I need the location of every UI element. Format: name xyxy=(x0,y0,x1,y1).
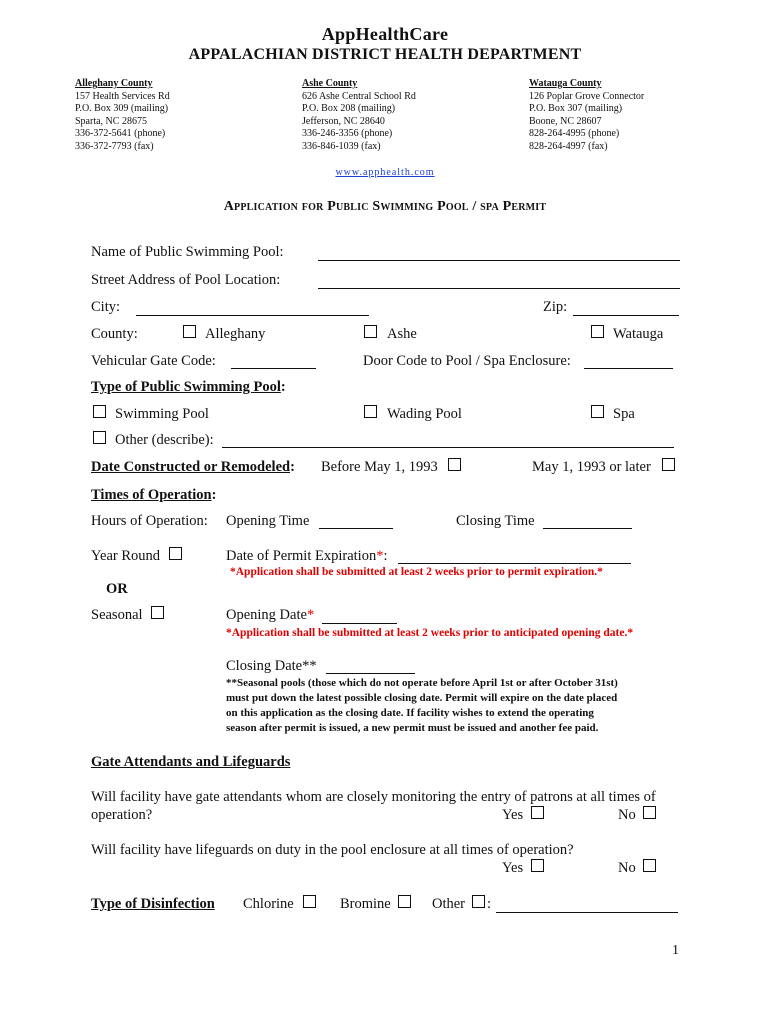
department-name: APPALACHIAN DISTRICT HEALTH DEPARTMENT xyxy=(188,46,582,63)
after-1993-label: May 1, 1993 or later xyxy=(532,459,651,475)
seasonal-note xyxy=(226,676,618,736)
or-label: OR xyxy=(106,581,128,597)
times-heading-text: Times of Operation xyxy=(91,487,212,503)
other-type-field[interactable] xyxy=(222,447,674,448)
bromine-label: Bromine xyxy=(340,896,391,912)
county-watauga-label: Watauga xyxy=(613,326,664,342)
other-disinfection-checkbox[interactable] xyxy=(472,895,485,908)
county-ashe-checkbox[interactable] xyxy=(364,325,377,338)
pool-name-label: Name of Public Swimming Pool: xyxy=(91,244,284,260)
seasonal-checkbox[interactable] xyxy=(151,606,164,619)
form-title: Application for Public Swimming Pool / spa Permit xyxy=(223,199,547,214)
gate-question: Will facility have gate attendants whom are closely monitoring the entry of patrons at all times of xyxy=(91,789,656,805)
seasonal-note-line: on this application as the closing date. If facility wishes to extend the operating xyxy=(226,707,594,719)
office-fax: 336-372-7793 (fax) xyxy=(75,140,154,152)
gate-code-label: Vehicular Gate Code: xyxy=(91,353,216,369)
date-constructed-heading-text: Date Constructed or Remodeled xyxy=(91,459,291,475)
other-disinfection-colon: : xyxy=(487,896,492,912)
office-watauga xyxy=(529,78,644,153)
chlorine-checkbox[interactable] xyxy=(303,895,316,908)
office-alleghany xyxy=(75,78,170,153)
opening-time-label: Opening Time xyxy=(226,513,310,529)
pool-name-field[interactable] xyxy=(318,260,680,261)
lifeguard-yes-checkbox[interactable] xyxy=(531,859,544,872)
hours-label: Hours of Operation: xyxy=(91,513,208,529)
gate-no-label: No xyxy=(618,807,636,823)
street-address-label: Street Address of Pool Location: xyxy=(91,272,281,288)
office-fax: 336-846-1039 (fax) xyxy=(302,140,381,152)
office-city: Sparta, NC 28675 xyxy=(75,115,147,127)
gate-no-checkbox[interactable] xyxy=(643,806,656,819)
before-1993-checkbox[interactable] xyxy=(448,458,461,471)
date-constructed-heading: Date Constructed or Remodeled: xyxy=(91,459,295,475)
office-street: 126 Poplar Grove Connector xyxy=(529,90,645,102)
office-phone: 336-246-3356 (phone) xyxy=(302,128,393,139)
office-mailing: P.O. Box 309 (mailing) xyxy=(75,103,169,114)
office-name: Alleghany County xyxy=(75,78,153,89)
disinfection-heading: Type of Disinfection xyxy=(91,896,215,912)
seasonal-note-line: **Seasonal pools (those which do not operate before April 1st or after October 31st) xyxy=(226,677,618,689)
lifeguard-no-label: No xyxy=(618,860,636,876)
before-1993-label: Before May 1, 1993 xyxy=(321,459,438,475)
other-type-checkbox[interactable] xyxy=(93,431,106,444)
lifeguard-question: Will facility have lifeguards on duty in the pool enclosure at all times of operation? xyxy=(91,842,574,858)
gate-yes-label: Yes xyxy=(502,807,524,823)
website-link[interactable]: www.apphealth.com xyxy=(335,167,435,178)
swimming-pool-label: Swimming Pool xyxy=(115,406,209,422)
spa-label: Spa xyxy=(613,406,635,422)
office-ashe xyxy=(302,78,416,153)
permit-expiration-label: Date of Permit Expiration*: xyxy=(226,548,388,564)
office-mailing: P.O. Box 208 (mailing) xyxy=(302,103,396,114)
seasonal-note-line: must put down the latest possible closing date. Permit will expire on the date placed xyxy=(226,692,618,704)
permit-expiration-field[interactable] xyxy=(398,563,631,564)
closing-date-field[interactable] xyxy=(326,673,415,674)
lifeguard-yes-label: Yes xyxy=(502,860,524,876)
zip-label: Zip: xyxy=(543,299,568,315)
page-number: 1 xyxy=(672,943,679,958)
office-city: Jefferson, NC 28640 xyxy=(302,115,385,127)
city-label: City: xyxy=(91,299,121,315)
office-street: 157 Health Services Rd xyxy=(75,90,170,102)
year-round-checkbox[interactable] xyxy=(169,547,182,560)
pool-type-heading-text: Type of Public Swimming Pool xyxy=(91,379,281,395)
office-name: Ashe County xyxy=(302,78,358,89)
lifeguard-no-checkbox[interactable] xyxy=(643,859,656,872)
county-alleghany-checkbox[interactable] xyxy=(183,325,196,338)
wading-pool-label: Wading Pool xyxy=(387,406,462,422)
office-phone: 336-372-5641 (phone) xyxy=(75,128,166,139)
office-fax: 828-264-4997 (fax) xyxy=(529,140,608,152)
bromine-checkbox[interactable] xyxy=(398,895,411,908)
closing-time-field[interactable] xyxy=(543,528,632,529)
other-disinfection-field[interactable] xyxy=(496,912,678,913)
gate-question-cont: operation? xyxy=(91,807,153,823)
year-round-label: Year Round xyxy=(91,548,161,564)
office-street: 626 Ashe Central School Rd xyxy=(302,90,416,102)
closing-time-label: Closing Time xyxy=(456,513,535,529)
street-address-field[interactable] xyxy=(318,288,680,289)
gate-heading: Gate Attendants and Lifeguards xyxy=(91,754,291,770)
office-city: Boone, NC 28607 xyxy=(529,115,602,127)
opening-date-label: Opening Date* xyxy=(226,607,315,623)
office-mailing: P.O. Box 307 (mailing) xyxy=(529,103,623,114)
opening-date-text: Opening Date xyxy=(226,607,307,623)
permit-expiration-text: Date of Permit Expiration xyxy=(226,548,377,564)
opening-date-note: *Application shall be submitted at least 2 weeks prior to anticipated opening date.* xyxy=(226,627,634,639)
county-watauga-checkbox[interactable] xyxy=(591,325,604,338)
permit-expiration-note: *Application shall be submitted at least 2 weeks prior to permit expiration.* xyxy=(230,566,603,578)
door-code-field[interactable] xyxy=(584,368,673,369)
gate-code-field[interactable] xyxy=(231,368,316,369)
county-alleghany-label: Alleghany xyxy=(205,326,266,342)
opening-time-field[interactable] xyxy=(319,528,393,529)
other-disinfection-label: Other xyxy=(432,896,466,912)
after-1993-checkbox[interactable] xyxy=(662,458,675,471)
page-title: AppHealthCare xyxy=(321,24,449,44)
wading-pool-checkbox[interactable] xyxy=(364,405,377,418)
county-ashe-label: Ashe xyxy=(387,326,417,342)
seasonal-label: Seasonal xyxy=(91,607,143,623)
office-phone: 828-264-4995 (phone) xyxy=(529,128,620,139)
office-name: Watauga County xyxy=(529,78,602,89)
pool-type-heading: Type of Public Swimming Pool: xyxy=(91,379,286,395)
gate-yes-checkbox[interactable] xyxy=(531,806,544,819)
spa-checkbox[interactable] xyxy=(591,405,604,418)
seasonal-note-line: season after permit is issued, a new permit must be issued and another fee paid. xyxy=(226,722,599,734)
door-code-label: Door Code to Pool / Spa Enclosure: xyxy=(363,353,571,369)
chlorine-label: Chlorine xyxy=(243,896,294,912)
county-label: County: xyxy=(91,326,138,342)
city-field[interactable] xyxy=(136,315,369,316)
swimming-pool-checkbox[interactable] xyxy=(93,405,106,418)
closing-date-label: Closing Date** xyxy=(226,658,317,674)
zip-field[interactable] xyxy=(573,315,679,316)
opening-date-field[interactable] xyxy=(322,623,397,624)
other-type-label: Other (describe): xyxy=(115,432,214,448)
times-heading: Times of Operation: xyxy=(91,487,217,503)
